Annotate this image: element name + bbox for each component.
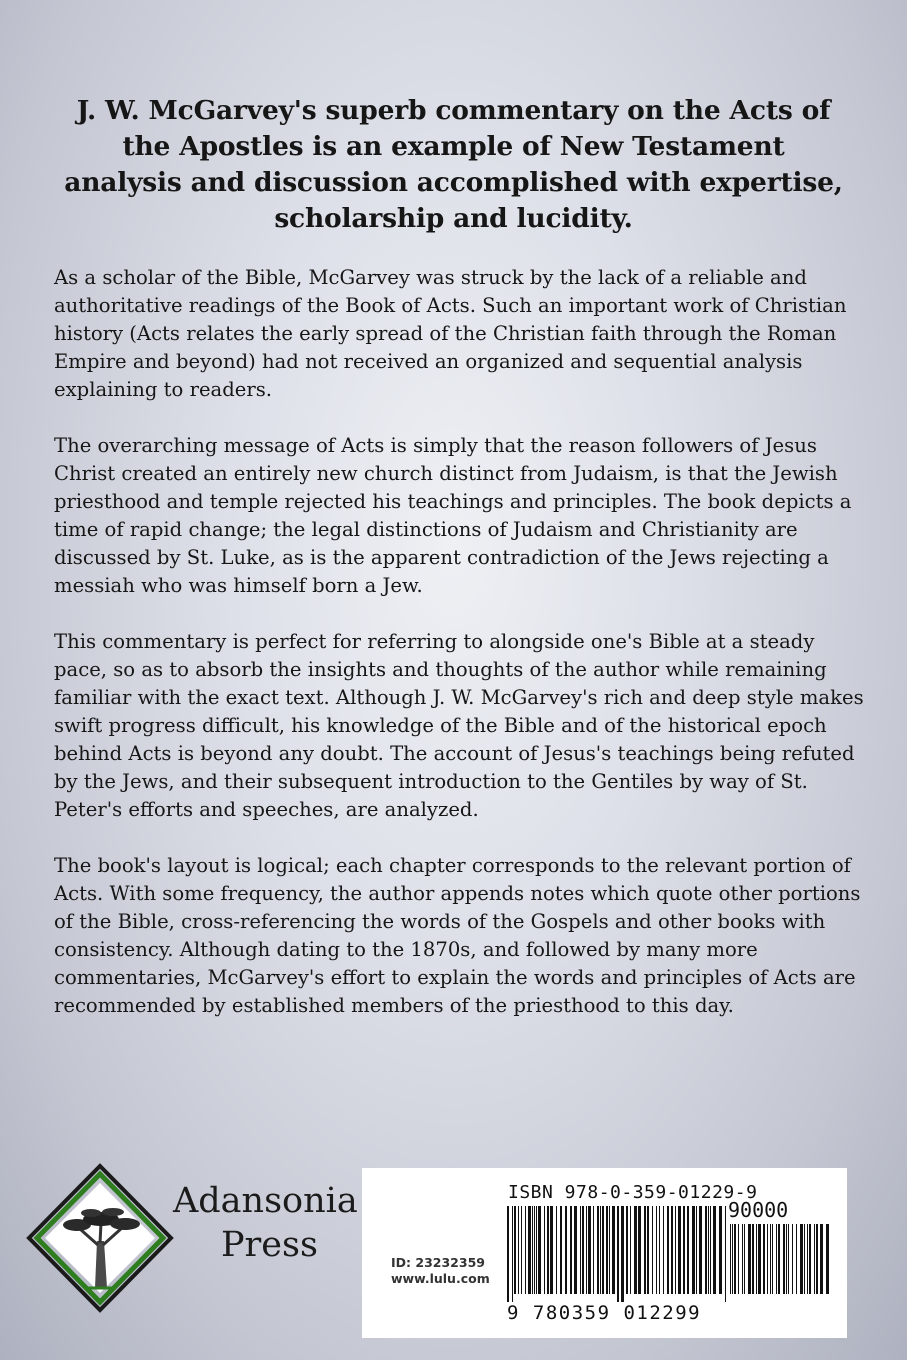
barcode-bar bbox=[678, 1206, 681, 1294]
barcode-bar bbox=[696, 1206, 697, 1294]
barcode-bar bbox=[816, 1224, 818, 1294]
barcode-bar bbox=[776, 1224, 777, 1294]
barcode-bar bbox=[683, 1206, 685, 1294]
description-paragraph: This commentary is perfect for referring to alongside one's Bible at a steady pace, so as to absorb the insights and thoughts of the author while remaining familiar with the exact text. Although J. W. McGarvey's rich and deep style makes swift progress difficult, his knowledge of the Bible and of the historical epoch behind Acts is beyond any doubt. The account of Jesus's teachings being refuted by the Jews, and their subsequent introduction to the Gentiles by way of St. Peter's efforts and speeches, are analyzed. bbox=[54, 630, 864, 821]
barcode-bar bbox=[758, 1224, 761, 1294]
price-code: 90000 bbox=[728, 1198, 789, 1222]
barcode-bar bbox=[786, 1224, 787, 1294]
barcode-bar bbox=[687, 1206, 689, 1294]
barcode-bar bbox=[514, 1206, 516, 1294]
barcode-bar bbox=[617, 1206, 619, 1302]
printer-id bbox=[391, 1255, 490, 1287]
barcode-bar bbox=[826, 1224, 829, 1294]
description-paragraph: The overarching message of Acts is simply that the reason followers of Jesus Christ created an entirely new church distinct from Judaism, is that the Jewish priesthood and temple rejected his teachings and principles. The book depicts a time of rapid change; the legal distinctions of Judaism and Christianity are discussed by St. Luke, as is the apparent contradiction of the Jews rejecting a messiah who was himself born a Jew. bbox=[54, 434, 852, 597]
barcode-bar bbox=[512, 1206, 513, 1302]
price-addon-barcode bbox=[730, 1224, 830, 1320]
barcode-bar bbox=[671, 1206, 673, 1294]
barcode-bar bbox=[609, 1206, 610, 1294]
back-cover-headline: J. W. McGarvey's superb commentary on the Acts of the Apostles is an example of New Testament analysis and discussion accomplished with expertise, scholarship and lucidity. bbox=[64, 95, 843, 234]
barcode-bar bbox=[820, 1224, 823, 1294]
barcode-bar bbox=[652, 1206, 653, 1294]
description-paragraph: The book's layout is logical; each chapter corresponds to the relevant portion of Acts. With some frequency, the author appends notes which quote other portions of the Bible, cross-referencing the words of the Gospels and other books with consistency. Although dating to the 1870s, and followed by many more commentaries, McGarvey's effort to explain the words and principles of Acts are recommended by established members of the priesthood to this day. bbox=[54, 854, 861, 1017]
printer-id-number: ID: 23232359 bbox=[391, 1255, 485, 1270]
barcode-bar bbox=[708, 1206, 709, 1294]
barcode-bar bbox=[807, 1224, 808, 1294]
baobab-tree-icon bbox=[25, 1163, 175, 1313]
barcode-bar bbox=[756, 1224, 757, 1294]
barcode-bar bbox=[752, 1224, 754, 1294]
barcode-bar bbox=[588, 1206, 591, 1294]
barcode-bar bbox=[570, 1206, 572, 1294]
ean-barcode bbox=[507, 1206, 729, 1302]
barcode-bar bbox=[612, 1206, 615, 1294]
barcode-bar bbox=[536, 1206, 537, 1294]
barcode-bar bbox=[586, 1206, 587, 1294]
barcode-bar bbox=[725, 1206, 726, 1302]
barcode-bar bbox=[630, 1206, 631, 1294]
barcode-bar bbox=[560, 1206, 562, 1294]
barcode-bar bbox=[732, 1224, 733, 1294]
barcode-bar bbox=[770, 1224, 771, 1294]
barcode-bar bbox=[644, 1206, 646, 1294]
barcode-bar bbox=[742, 1224, 743, 1294]
printer-site: www.lulu.com bbox=[391, 1271, 490, 1286]
barcode-bar bbox=[692, 1206, 695, 1294]
barcode-bar bbox=[809, 1224, 811, 1294]
barcode-bar bbox=[772, 1224, 773, 1294]
barcode-bar bbox=[792, 1224, 793, 1294]
barcode-bar bbox=[556, 1206, 557, 1294]
barcode-bar bbox=[602, 1206, 604, 1294]
barcode-bar bbox=[634, 1206, 637, 1294]
barcode-bar bbox=[656, 1206, 657, 1294]
barcode-bar bbox=[767, 1224, 768, 1294]
barcode-bar bbox=[730, 1224, 731, 1294]
ean-digits: 9 780359 012299 bbox=[507, 1302, 702, 1324]
barcode-bar bbox=[663, 1206, 664, 1294]
barcode-bar bbox=[574, 1206, 577, 1294]
barcode-bar bbox=[600, 1206, 601, 1294]
barcode-bar bbox=[606, 1206, 608, 1294]
barcode-bar bbox=[744, 1224, 745, 1294]
barcode-bar bbox=[778, 1224, 780, 1294]
barcode-bar bbox=[783, 1224, 785, 1294]
barcode-bar bbox=[507, 1206, 509, 1302]
barcode-bar bbox=[814, 1224, 815, 1294]
barcode-bar bbox=[647, 1206, 649, 1294]
barcode-bar bbox=[593, 1206, 594, 1294]
barcode-bar bbox=[597, 1206, 599, 1294]
barcode-bar bbox=[532, 1206, 533, 1294]
barcode-bar bbox=[544, 1206, 545, 1294]
barcode-bar bbox=[705, 1206, 707, 1294]
publisher-name: Adansonia bbox=[173, 1181, 358, 1221]
publisher-name-line2: Press bbox=[221, 1225, 318, 1265]
barcode-panel bbox=[362, 1168, 847, 1338]
barcode-bar bbox=[804, 1224, 805, 1294]
barcode-bar bbox=[788, 1224, 789, 1294]
barcode-bar bbox=[534, 1206, 535, 1294]
barcode-bar bbox=[626, 1206, 628, 1294]
barcode-bar bbox=[719, 1206, 722, 1294]
description-body bbox=[54, 264, 866, 1048]
barcode-bar bbox=[763, 1224, 765, 1294]
barcode-bar bbox=[565, 1206, 567, 1294]
barcode-bar bbox=[638, 1206, 641, 1294]
description-paragraph: As a scholar of the Bible, McGarvey was struck by the lack of a reliable and authoritative readings of the Book of Acts. Such an important work of Christian history (Acts relates the early spread of the Christian faith through the Roman Empire and beyond) had not received an organized and sequential analysis explaining to readers. bbox=[54, 266, 847, 401]
barcode-bar bbox=[621, 1206, 624, 1302]
barcode-bar bbox=[525, 1206, 526, 1294]
barcode-bar bbox=[738, 1224, 739, 1294]
barcode-bar bbox=[582, 1206, 584, 1294]
barcode-bar bbox=[710, 1206, 711, 1294]
barcode-bar bbox=[800, 1224, 803, 1294]
barcode-bar bbox=[748, 1224, 751, 1294]
barcode-bar bbox=[713, 1206, 716, 1294]
barcode-bar bbox=[699, 1206, 702, 1294]
barcode-bar bbox=[734, 1224, 736, 1294]
barcode-bar bbox=[667, 1206, 669, 1294]
barcode-bar bbox=[550, 1206, 553, 1294]
barcode-bar bbox=[528, 1206, 531, 1294]
barcode-bar bbox=[521, 1206, 522, 1294]
barcode-bar bbox=[518, 1206, 519, 1294]
publisher-logo bbox=[25, 1163, 358, 1313]
barcode-bar bbox=[580, 1206, 581, 1294]
barcode-bar bbox=[675, 1206, 676, 1294]
isbn-label: ISBN 978-0-359-01229-9 bbox=[508, 1182, 758, 1203]
barcode-bar bbox=[659, 1206, 660, 1294]
barcode-bar bbox=[796, 1224, 797, 1294]
barcode-bar bbox=[547, 1206, 549, 1294]
barcode-bar bbox=[538, 1206, 541, 1294]
